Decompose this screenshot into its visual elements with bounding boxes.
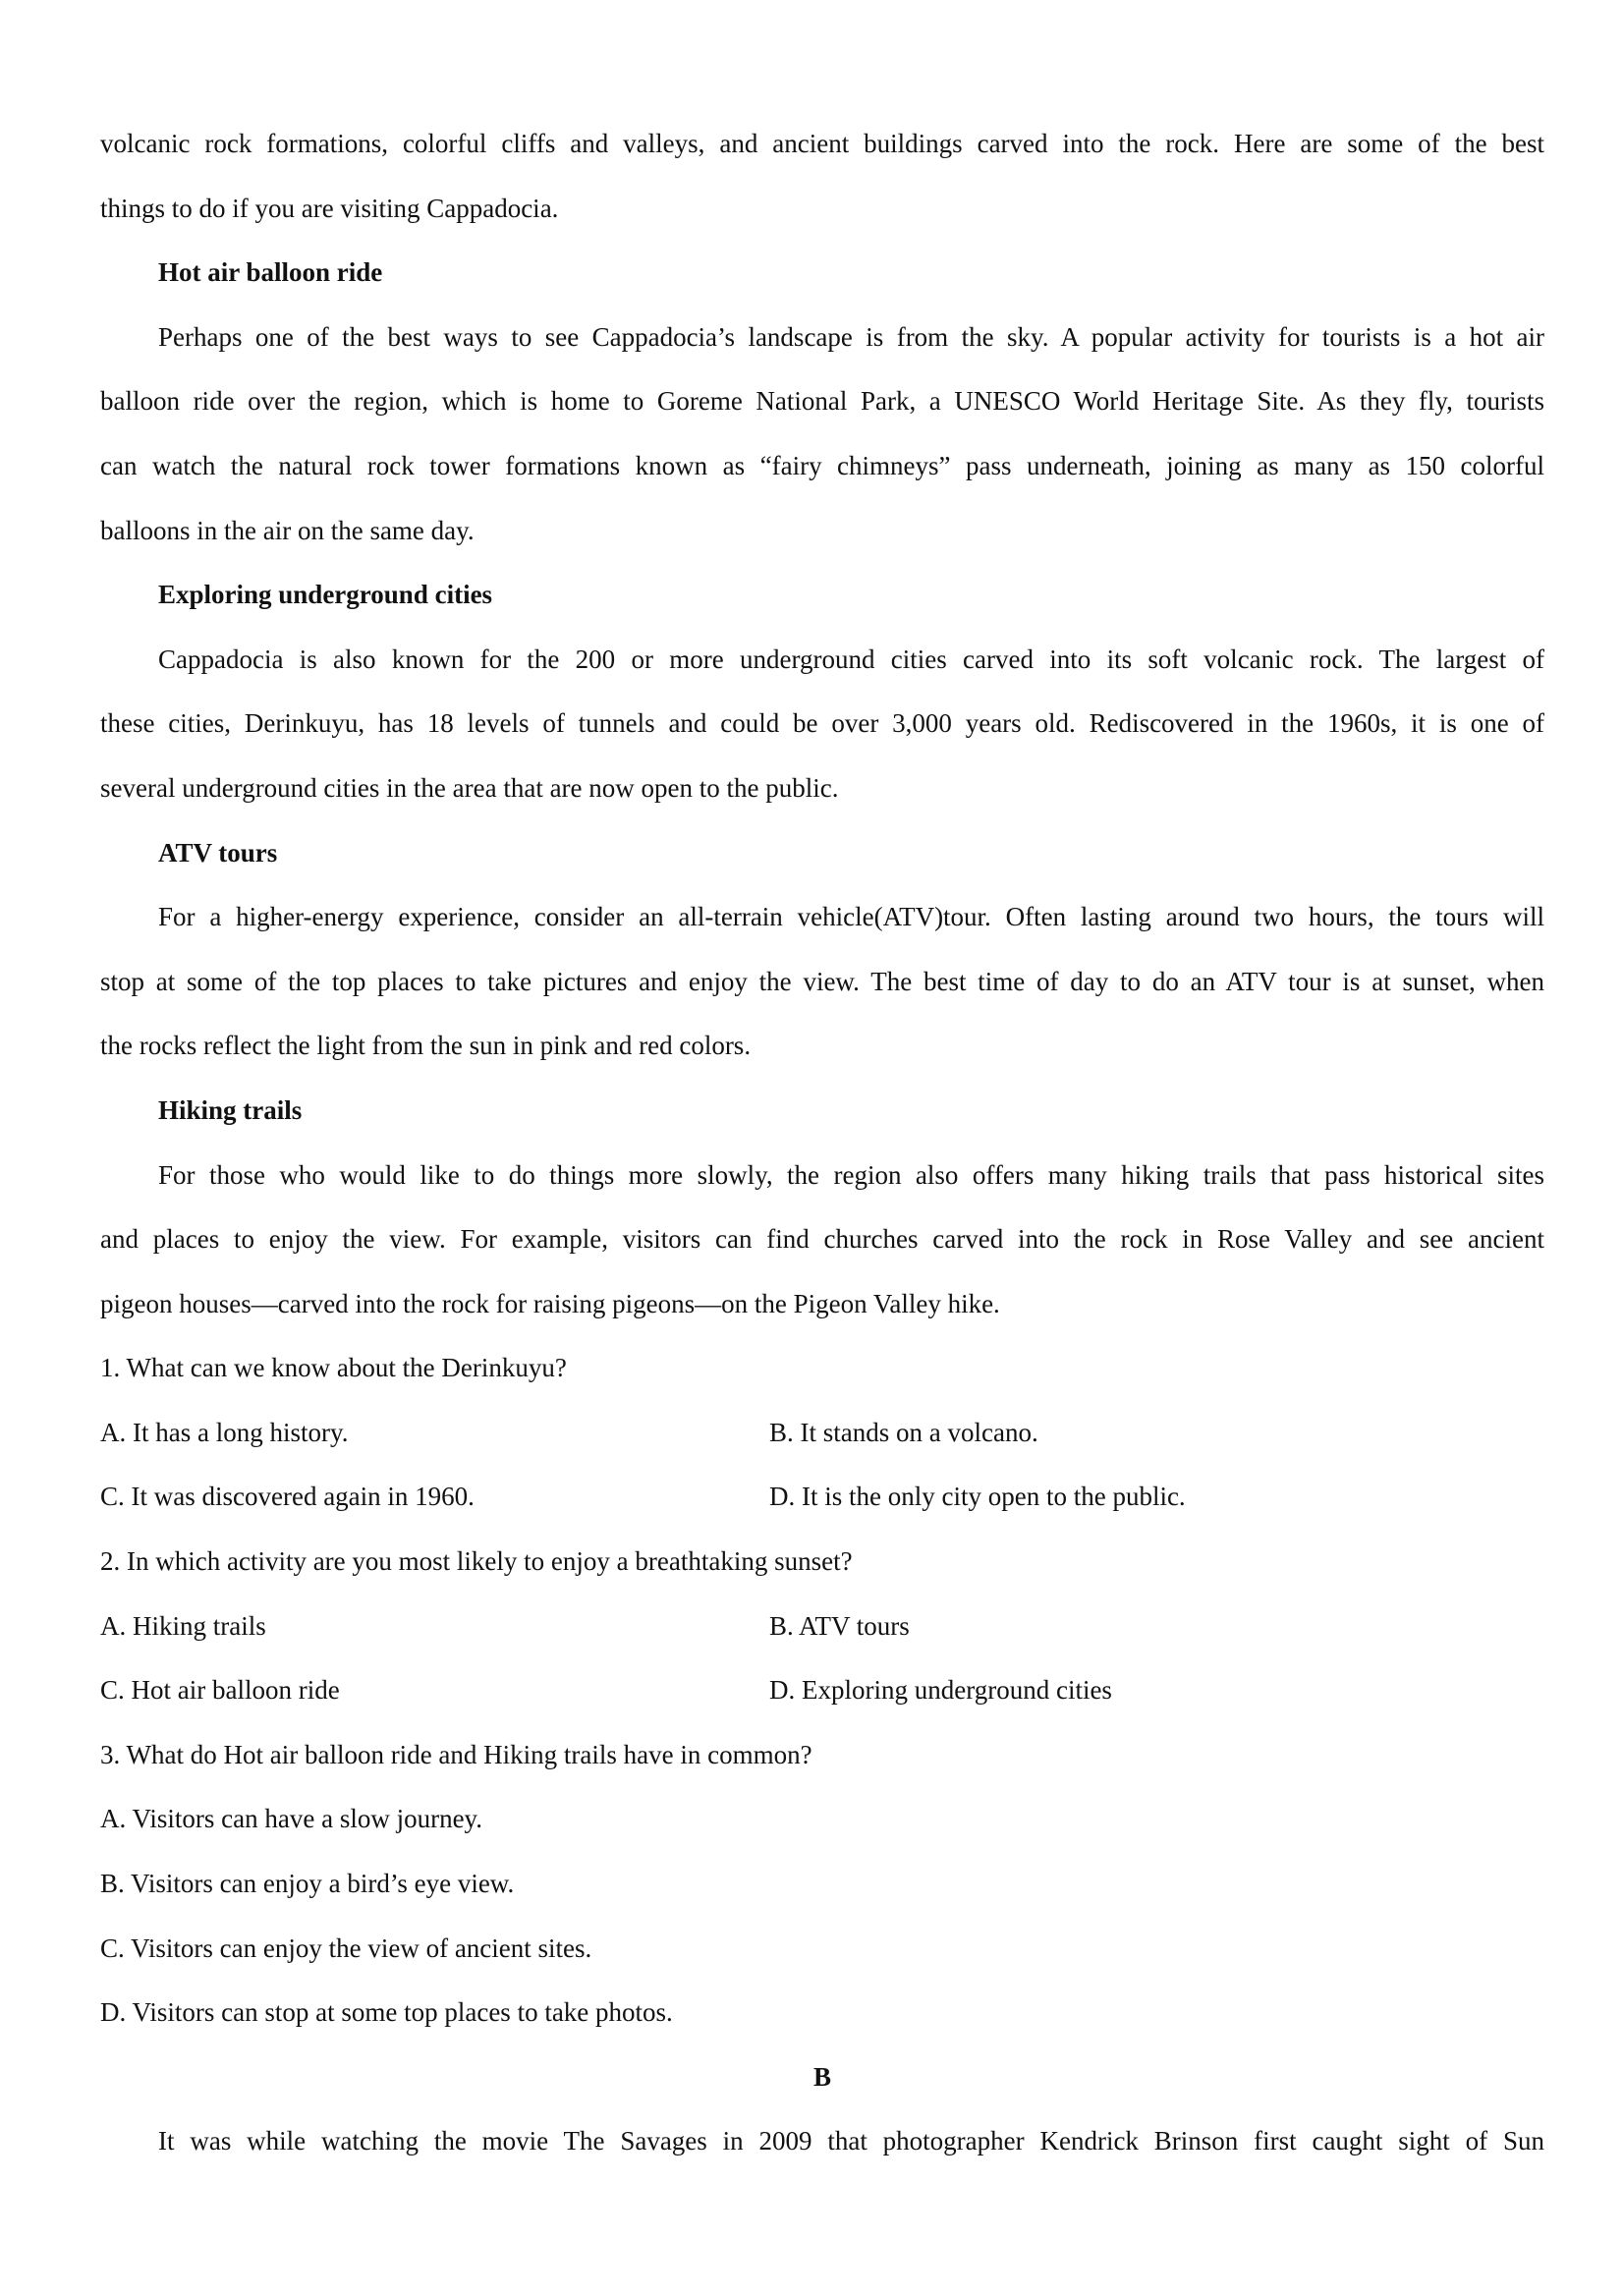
section-heading: ATV tours (158, 837, 278, 868)
option-row (100, 1465, 1544, 1530)
section-heading: Hot air balloon ride (158, 257, 383, 288)
option-row (100, 1658, 1544, 1723)
option-d: D. Visitors can stop at some top places to take photos. (100, 1997, 673, 2028)
passage-letter: B (812, 2061, 831, 2092)
paragraph-line: balloon ride over the region, which is home to Goreme National Park, a UNESCO World Heritage Site. As they fly, tourists (100, 386, 1544, 417)
paragraph-line: stop at some of the top places to take pictures and enjoy the view. The best time of day to do an ATV tour is at sunset, when (100, 966, 1544, 996)
option-a: A. It has a long history. (100, 1417, 349, 1447)
question-stem: 1. What can we know about the Derinkuyu? (100, 1353, 567, 1383)
option-d: D. It is the only city open to the public. (769, 1482, 1186, 1512)
section-heading: Hiking trails (158, 1094, 303, 1125)
question-stem: 2. In which activity are you most likely to enjoy a breathtaking sunset? (100, 1546, 853, 1577)
intro-line: volcanic rock formations, colorful cliffs and valleys, and ancient buildings carved into the rock. Here are some of the best (100, 129, 1544, 158)
option-d: D. Exploring underground cities (769, 1675, 1112, 1706)
paragraph-line: It was while watching the movie The Savages in 2009 that photographer Kendrick Brinson first caught sight of Sun (158, 2126, 1544, 2156)
paragraph-line: Perhaps one of the best ways to see Cappadocia’s landscape is from the sky. A popular activity for tourists is a hot air (158, 321, 1544, 352)
paragraph-line: these cities, Derinkuyu, has 18 levels of tunnels and could be over 3,000 years old. Rediscovered in the 1960s, it is one of (100, 708, 1544, 739)
option-c: C. It was discovered again in 1960. (100, 1482, 475, 1512)
paragraph-line: can watch the natural rock tower formations known as “fairy chimneys” pass underneath, joining as many as 150 colorful (100, 450, 1544, 480)
paragraph-line: several underground cities in the area that are now open to the public. (100, 772, 839, 803)
intro-line: things to do if you are visiting Cappadocia. (100, 193, 559, 223)
paragraph-line: and places to enjoy the view. For example, visitors can find churches carved into the rock in Rose Valley and see ancient (100, 1224, 1544, 1255)
document-page (100, 112, 1544, 2174)
paragraph-line: For those who would like to do things more slowly, the region also offers many hiking trails that pass historical sites (158, 1159, 1544, 1190)
option-c: C. Visitors can enjoy the view of ancient sites. (100, 1932, 592, 1963)
option-row (100, 1595, 1544, 1659)
paragraph-line: Cappadocia is also known for the 200 or more underground cities carved into its soft volcanic rock. The largest of (158, 644, 1544, 674)
paragraph-line: balloons in the air on the same day. (100, 515, 475, 545)
option-c: C. Hot air balloon ride (100, 1675, 340, 1706)
question-stem: 3. What do Hot air balloon ride and Hiking trails have in common? (100, 1739, 812, 1769)
paragraph-line: pigeon houses—carved into the rock for raising pigeons—on the Pigeon Valley hike. (100, 1288, 1000, 1318)
option-b: B. ATV tours (769, 1610, 910, 1641)
paragraph-line: the rocks reflect the light from the sun in pink and red colors. (100, 1031, 752, 1061)
section-heading: Exploring underground cities (158, 580, 493, 610)
option-a: A. Visitors can have a slow journey. (100, 1804, 483, 1834)
option-b: B. Visitors can enjoy a bird’s eye view. (100, 1869, 515, 1899)
option-a: A. Hiking trails (100, 1610, 266, 1641)
option-b: B. It stands on a volcano. (769, 1417, 1038, 1447)
option-row (100, 1401, 1544, 1466)
paragraph-line: For a higher-energy experience, consider an all-terrain vehicle(ATV)tour. Often lasting around two hours, the tours will (158, 902, 1544, 932)
